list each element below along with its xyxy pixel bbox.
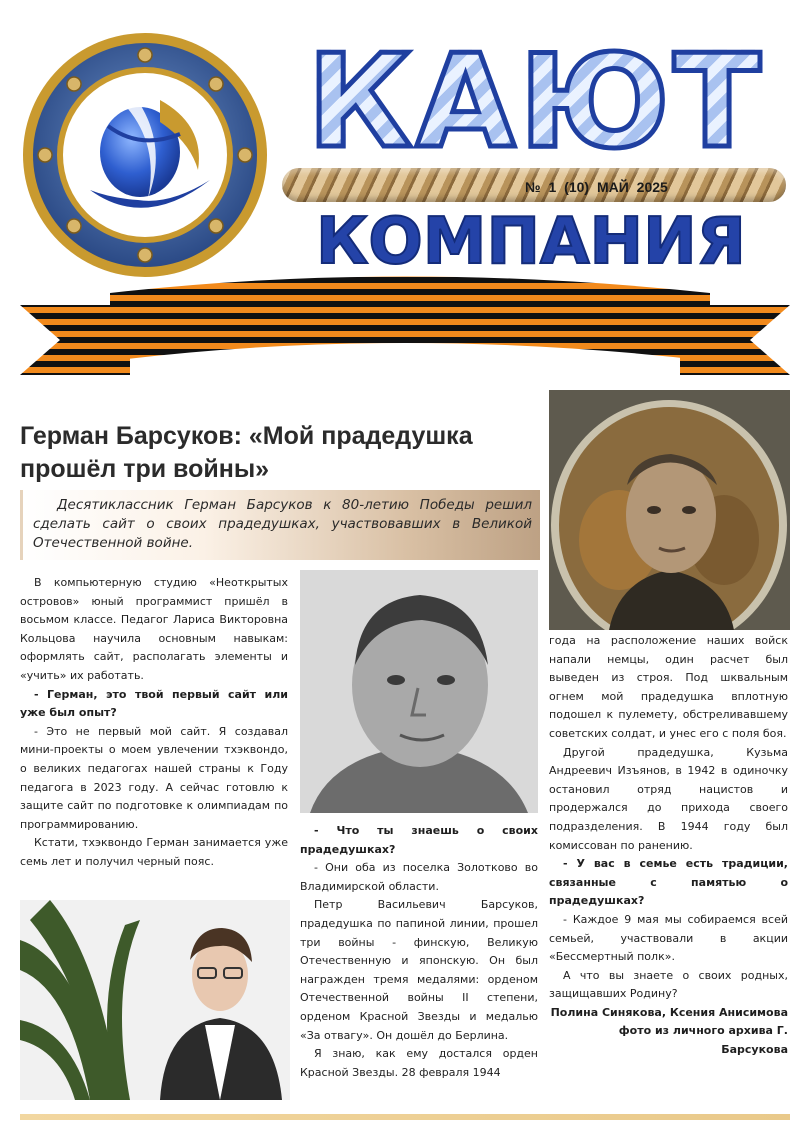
soldier-portrait-icon: [549, 390, 790, 630]
article-headline: Герман Барсуков: «Мой прадедушка прошёл три войны»: [20, 422, 473, 483]
paragraph: А что вы знаете о своих родных, защищавших Родину?: [549, 968, 788, 1001]
article-lead: Десятиклассник Герман Барсуков к 80-летию Победы решил сделать сайт о своих прадедушках, участвовавших в Великой Отечественной войне.: [20, 490, 540, 560]
st-george-ribbon: [20, 265, 790, 395]
masthead-title-bottom: КОМПАНИЯ: [316, 206, 746, 278]
interview-question: - Герман, это твой первый сайт или уже был опыт?: [20, 687, 288, 720]
paragraph: Кстати, тхэквондо Герман занимается уже семь лет и получил черный пояс.: [20, 836, 288, 868]
paragraph: - Каждое 9 мая мы собираемся всей семьей, участвовали в акции «Бессмертный полк».: [549, 912, 788, 964]
footer-divider: [20, 1114, 790, 1120]
interview-question: - Что ты знаешь о своих прадедушках?: [300, 824, 538, 856]
article-column-2: [300, 822, 538, 1112]
interview-question: - У вас в семье есть традиции, связанные с памятью о прадедушках?: [549, 857, 788, 908]
ribbon-icon: [20, 265, 790, 395]
paragraph: В компьютерную студию «Неоткрытых островов» юный программист пришёл в восьмом классе. Педагог Лариса Викторовна Кольцова научила основным навыкам: оформлять сайт, располагать элементы и «учить» их работать.: [20, 576, 288, 682]
porthole-logo: [20, 30, 270, 280]
paragraph: года на расположение наших войск напали немцы, один расчет был выведен из строя. Под шквальным огнем мой прадедушка вплотную подошел к пулемету, обстреливавшему советских солдат, и унес его с поля боя.: [549, 634, 788, 740]
paragraph: Другой прадедушка, Кузьма Андреевич Изъянов, в 1942 в одиночку остановил отряд нацистов и продержался до прихода своего подразделения. В 1944 году был комиссован по ранению.: [549, 745, 788, 852]
paragraph: - Они оба из поселка Золотково во Владимирской области.: [300, 861, 538, 893]
photo-elder-portrait: [300, 570, 538, 813]
article-column-1: [20, 574, 288, 900]
photo-soldier-portrait: [549, 390, 790, 630]
paragraph: - Это не первый мой сайт. Я создавал мини-проекты о моем увлечении тхэквондо, о великих педагогах нашей страны к Году педагога в 2023 году. А сейчас готовлю к защите сайт по подготовке к олимпиадам по программированию.: [20, 724, 288, 831]
paragraph: Я знаю, как ему достался орден Красной Звезды. 28 февраля 1944: [300, 1047, 538, 1079]
paragraph: Петр Васильевич Барсуков, прадедушка по папиной линии, прошел три войны - финскую, Великую Отечественную и японскую. Он был награжден тремя медалями: орденом Отечественной войны II степени, орденом Красной Звезды и медалью «За отвагу». Он дошёл до Берлина.: [300, 898, 538, 1042]
student-photo-icon: [20, 900, 290, 1100]
photo-credit: фото из личного архива Г. Барсукова: [618, 1024, 788, 1057]
elder-portrait-icon: [300, 570, 538, 813]
article-column-3: [549, 632, 788, 1112]
article-authors: Полина Синякова, Ксения Анисимова: [550, 1005, 788, 1019]
photo-student: [20, 900, 290, 1100]
issue-number: № 1 (10) МАЙ 2025: [525, 179, 668, 195]
masthead-title-top: КАЮТ: [286, 38, 786, 168]
porthole-logo-icon: [20, 30, 270, 280]
